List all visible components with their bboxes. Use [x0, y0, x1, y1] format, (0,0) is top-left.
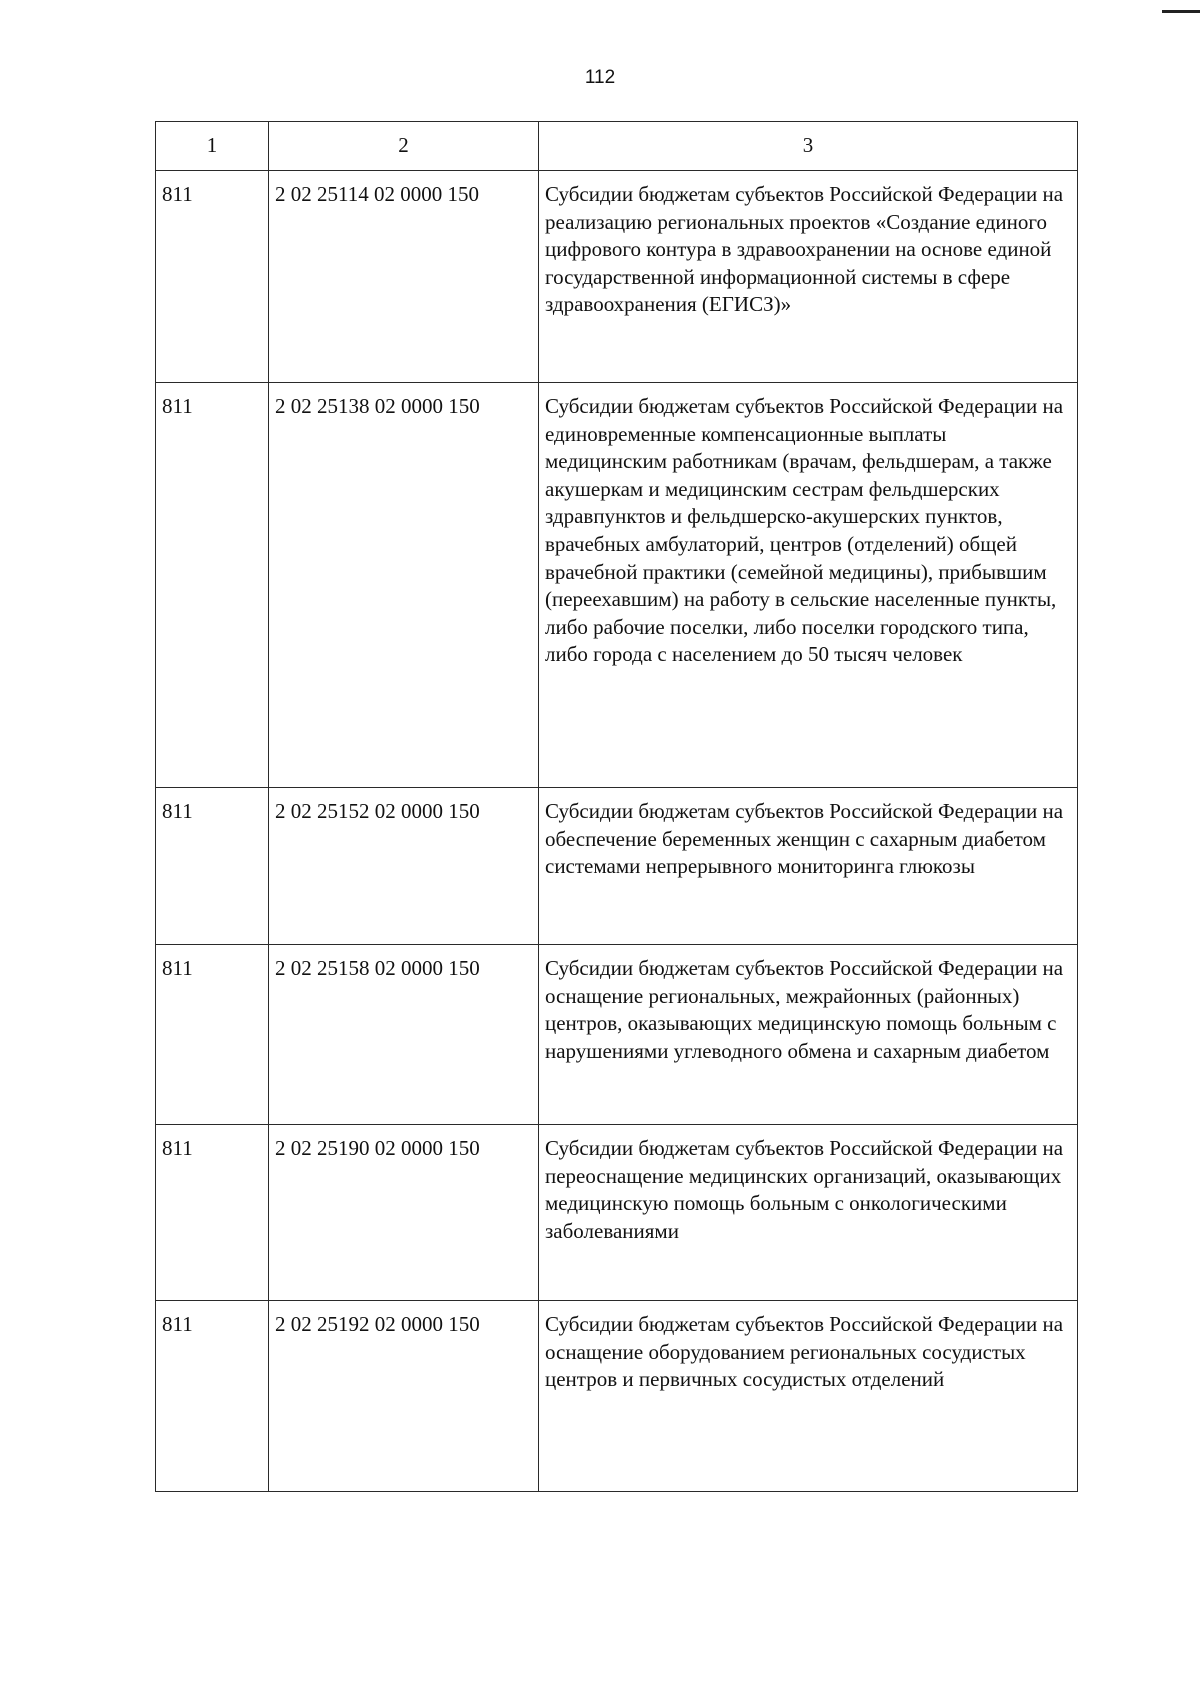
budget-classification-table: [155, 121, 1078, 1492]
column-header-3: 3: [539, 122, 1078, 171]
table-row: [156, 945, 1078, 1125]
table-row: [156, 788, 1078, 945]
income-code-cell: 2 02 25152 02 0000 150: [269, 788, 539, 945]
income-code-cell: 2 02 25158 02 0000 150: [269, 945, 539, 1125]
admin-code-cell: 811: [156, 1125, 269, 1301]
admin-code-cell: 811: [156, 1301, 269, 1492]
admin-code-cell: 811: [156, 383, 269, 788]
income-code-cell: 2 02 25138 02 0000 150: [269, 383, 539, 788]
description-cell: Субсидии бюджетам субъектов Российской Федерации на единовременные компенсационные выплаты медицинским работникам (врачам, фельдшерам, а также акушеркам и медицинским сестрам фельдшерских здравпунктов и фельдшерско-акушерских пунктов, врачебных амбулаторий, центров (отделений) общей врачебной практики (семейной медицины), прибывшим (переехавшим) на работу в сельские населенные пункты, либо рабочие поселки, либо поселки городского типа, либо города с населением до 50 тысяч человек: [539, 383, 1078, 788]
admin-code-cell: 811: [156, 788, 269, 945]
scan-corner-mark: [1162, 10, 1200, 13]
table-header-row: [156, 122, 1078, 171]
income-code-cell: 2 02 25192 02 0000 150: [269, 1301, 539, 1492]
admin-code-cell: 811: [156, 171, 269, 383]
admin-code-cell: 811: [156, 945, 269, 1125]
column-header-2: 2: [269, 122, 539, 171]
income-code-cell: 2 02 25190 02 0000 150: [269, 1125, 539, 1301]
table-row: [156, 171, 1078, 383]
income-code-cell: 2 02 25114 02 0000 150: [269, 171, 539, 383]
table-row: [156, 1125, 1078, 1301]
table-row: [156, 383, 1078, 788]
table-row: [156, 1301, 1078, 1492]
description-cell: Субсидии бюджетам субъектов Российской Федерации на оснащение оборудованием региональных сосудистых центров и первичных сосудистых отделений: [539, 1301, 1078, 1492]
description-cell: Субсидии бюджетам субъектов Российской Федерации на оснащение региональных, межрайонных (районных) центров, оказывающих медицинскую помощь больным с нарушениями углеводного обмена и сахарным диабетом: [539, 945, 1078, 1125]
description-cell: Субсидии бюджетам субъектов Российской Федерации на реализацию региональных проектов «Создание единого цифрового контура в здравоохранении на основе единой государственной информационной системы в сфере здравоохранения (ЕГИСЗ)»: [539, 171, 1078, 383]
column-header-1: 1: [156, 122, 269, 171]
page-number: 112: [584, 67, 616, 88]
description-cell: Субсидии бюджетам субъектов Российской Федерации на обеспечение беременных женщин с сахарным диабетом системами непрерывного мониторинга глюкозы: [539, 788, 1078, 945]
description-cell: Субсидии бюджетам субъектов Российской Федерации на переоснащение медицинских организаций, оказывающих медицинскую помощь больным с онкологическими заболеваниями: [539, 1125, 1078, 1301]
